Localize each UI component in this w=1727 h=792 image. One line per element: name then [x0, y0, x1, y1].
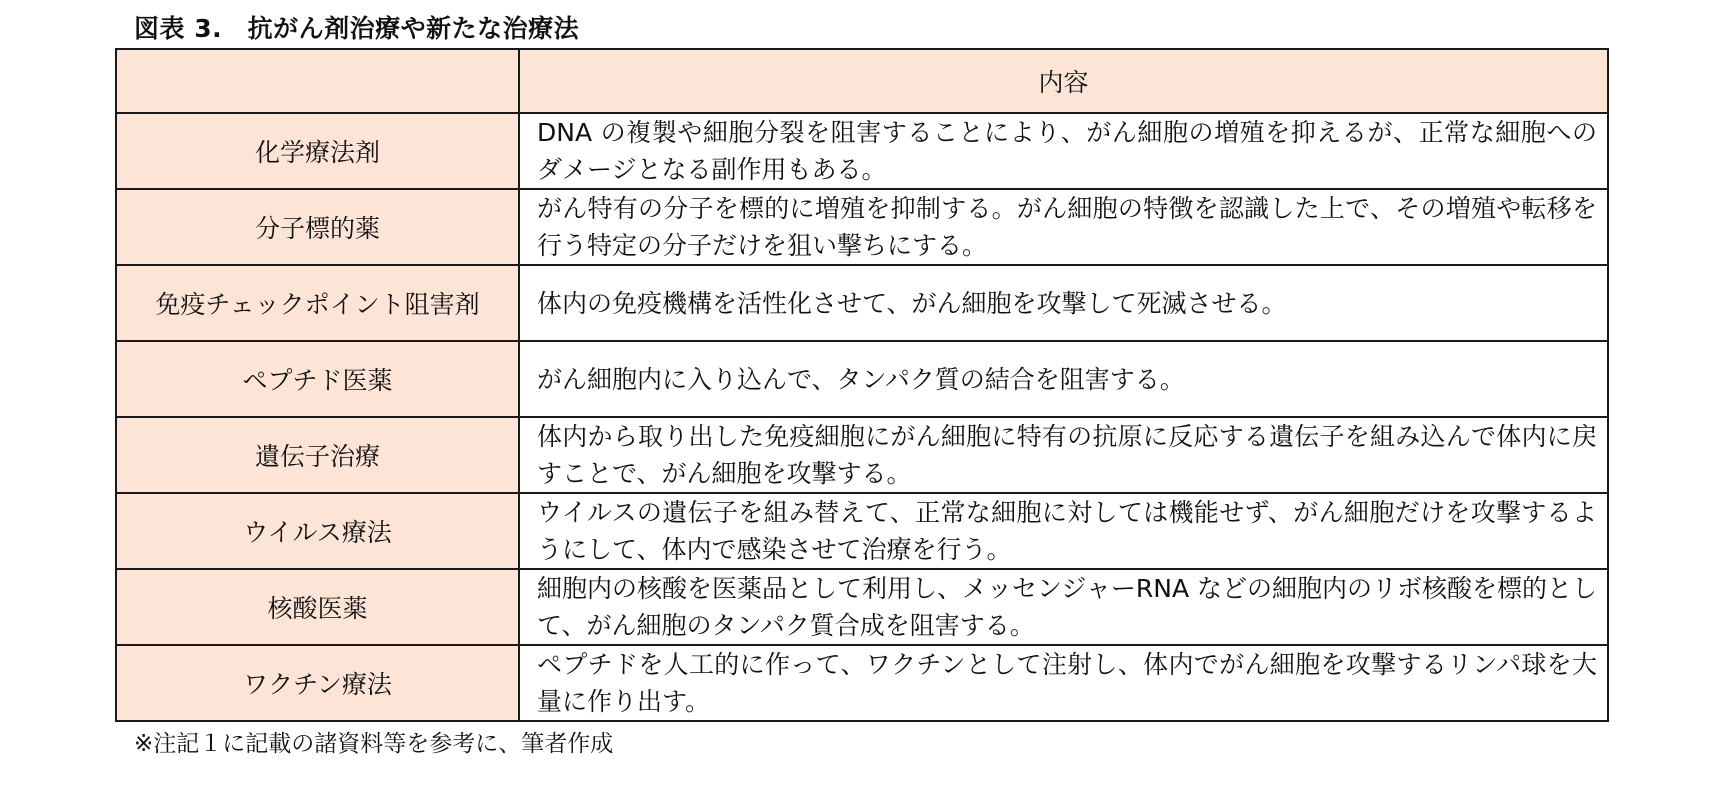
table-row: [116, 265, 1608, 341]
treatment-name-cell: ワクチン療法: [116, 645, 519, 721]
treatment-name-cell: 免疫チェックポイント阻害剤: [116, 265, 519, 341]
table-header-row: [116, 49, 1608, 113]
treatment-name-cell: ウイルス療法: [116, 493, 519, 569]
treatment-description-cell: ウイルスの遺伝子を組み替えて、正常な細胞に対しては機能せず、がん細胞だけを攻撃するようにして、体内で感染させて治療を行う。: [519, 493, 1608, 569]
table-row: [116, 569, 1608, 645]
header-cell-left: [116, 49, 519, 113]
treatment-description-cell: がん細胞内に入り込んで、タンパク質の結合を阻害する。: [519, 341, 1608, 417]
treatment-table: [115, 48, 1609, 722]
header-cell-content: 内容: [519, 49, 1608, 113]
table-row: [116, 645, 1608, 721]
treatment-description-cell: ペプチドを人工的に作って、ワクチンとして注射し、体内でがん細胞を攻撃するリンパ球を大量に作り出す。: [519, 645, 1608, 721]
source-footnote: ※注記１に記載の諸資料等を参考に、筆者作成: [134, 731, 614, 757]
treatment-name-cell: 化学療法剤: [116, 113, 519, 189]
treatment-name-cell: 分子標的薬: [116, 189, 519, 265]
treatment-description-cell: 体内の免疫機構を活性化させて、がん細胞を攻撃して死滅させる。: [519, 265, 1608, 341]
table-row: [116, 189, 1608, 265]
treatment-description-cell: 細胞内の核酸を医薬品として利用し、メッセンジャーRNA などの細胞内のリボ核酸を標的として、がん細胞のタンパク質合成を阻害する。: [519, 569, 1608, 645]
treatment-description-cell: DNA の複製や細胞分裂を阻害することにより、がん細胞の増殖を抑えるが、正常な細胞へのダメージとなる副作用もある。: [519, 113, 1608, 189]
treatment-name-cell: ペプチド医薬: [116, 341, 519, 417]
figure-caption: 図表 3. 抗がん剤治療や新たな治療法: [134, 14, 580, 43]
treatment-description-cell: がん特有の分子を標的に増殖を抑制する。がん細胞の特徴を認識した上で、その増殖や転移を行う特定の分子だけを狙い撃ちにする。: [519, 189, 1608, 265]
table-row: [116, 493, 1608, 569]
treatment-description-cell: 体内から取り出した免疫細胞にがん細胞に特有の抗原に反応する遺伝子を組み込んで体内に戻すことで、がん細胞を攻撃する。: [519, 417, 1608, 493]
table-row: [116, 417, 1608, 493]
treatment-name-cell: 遺伝子治療: [116, 417, 519, 493]
treatment-name-cell: 核酸医薬: [116, 569, 519, 645]
table-row: [116, 113, 1608, 189]
table-row: [116, 341, 1608, 417]
